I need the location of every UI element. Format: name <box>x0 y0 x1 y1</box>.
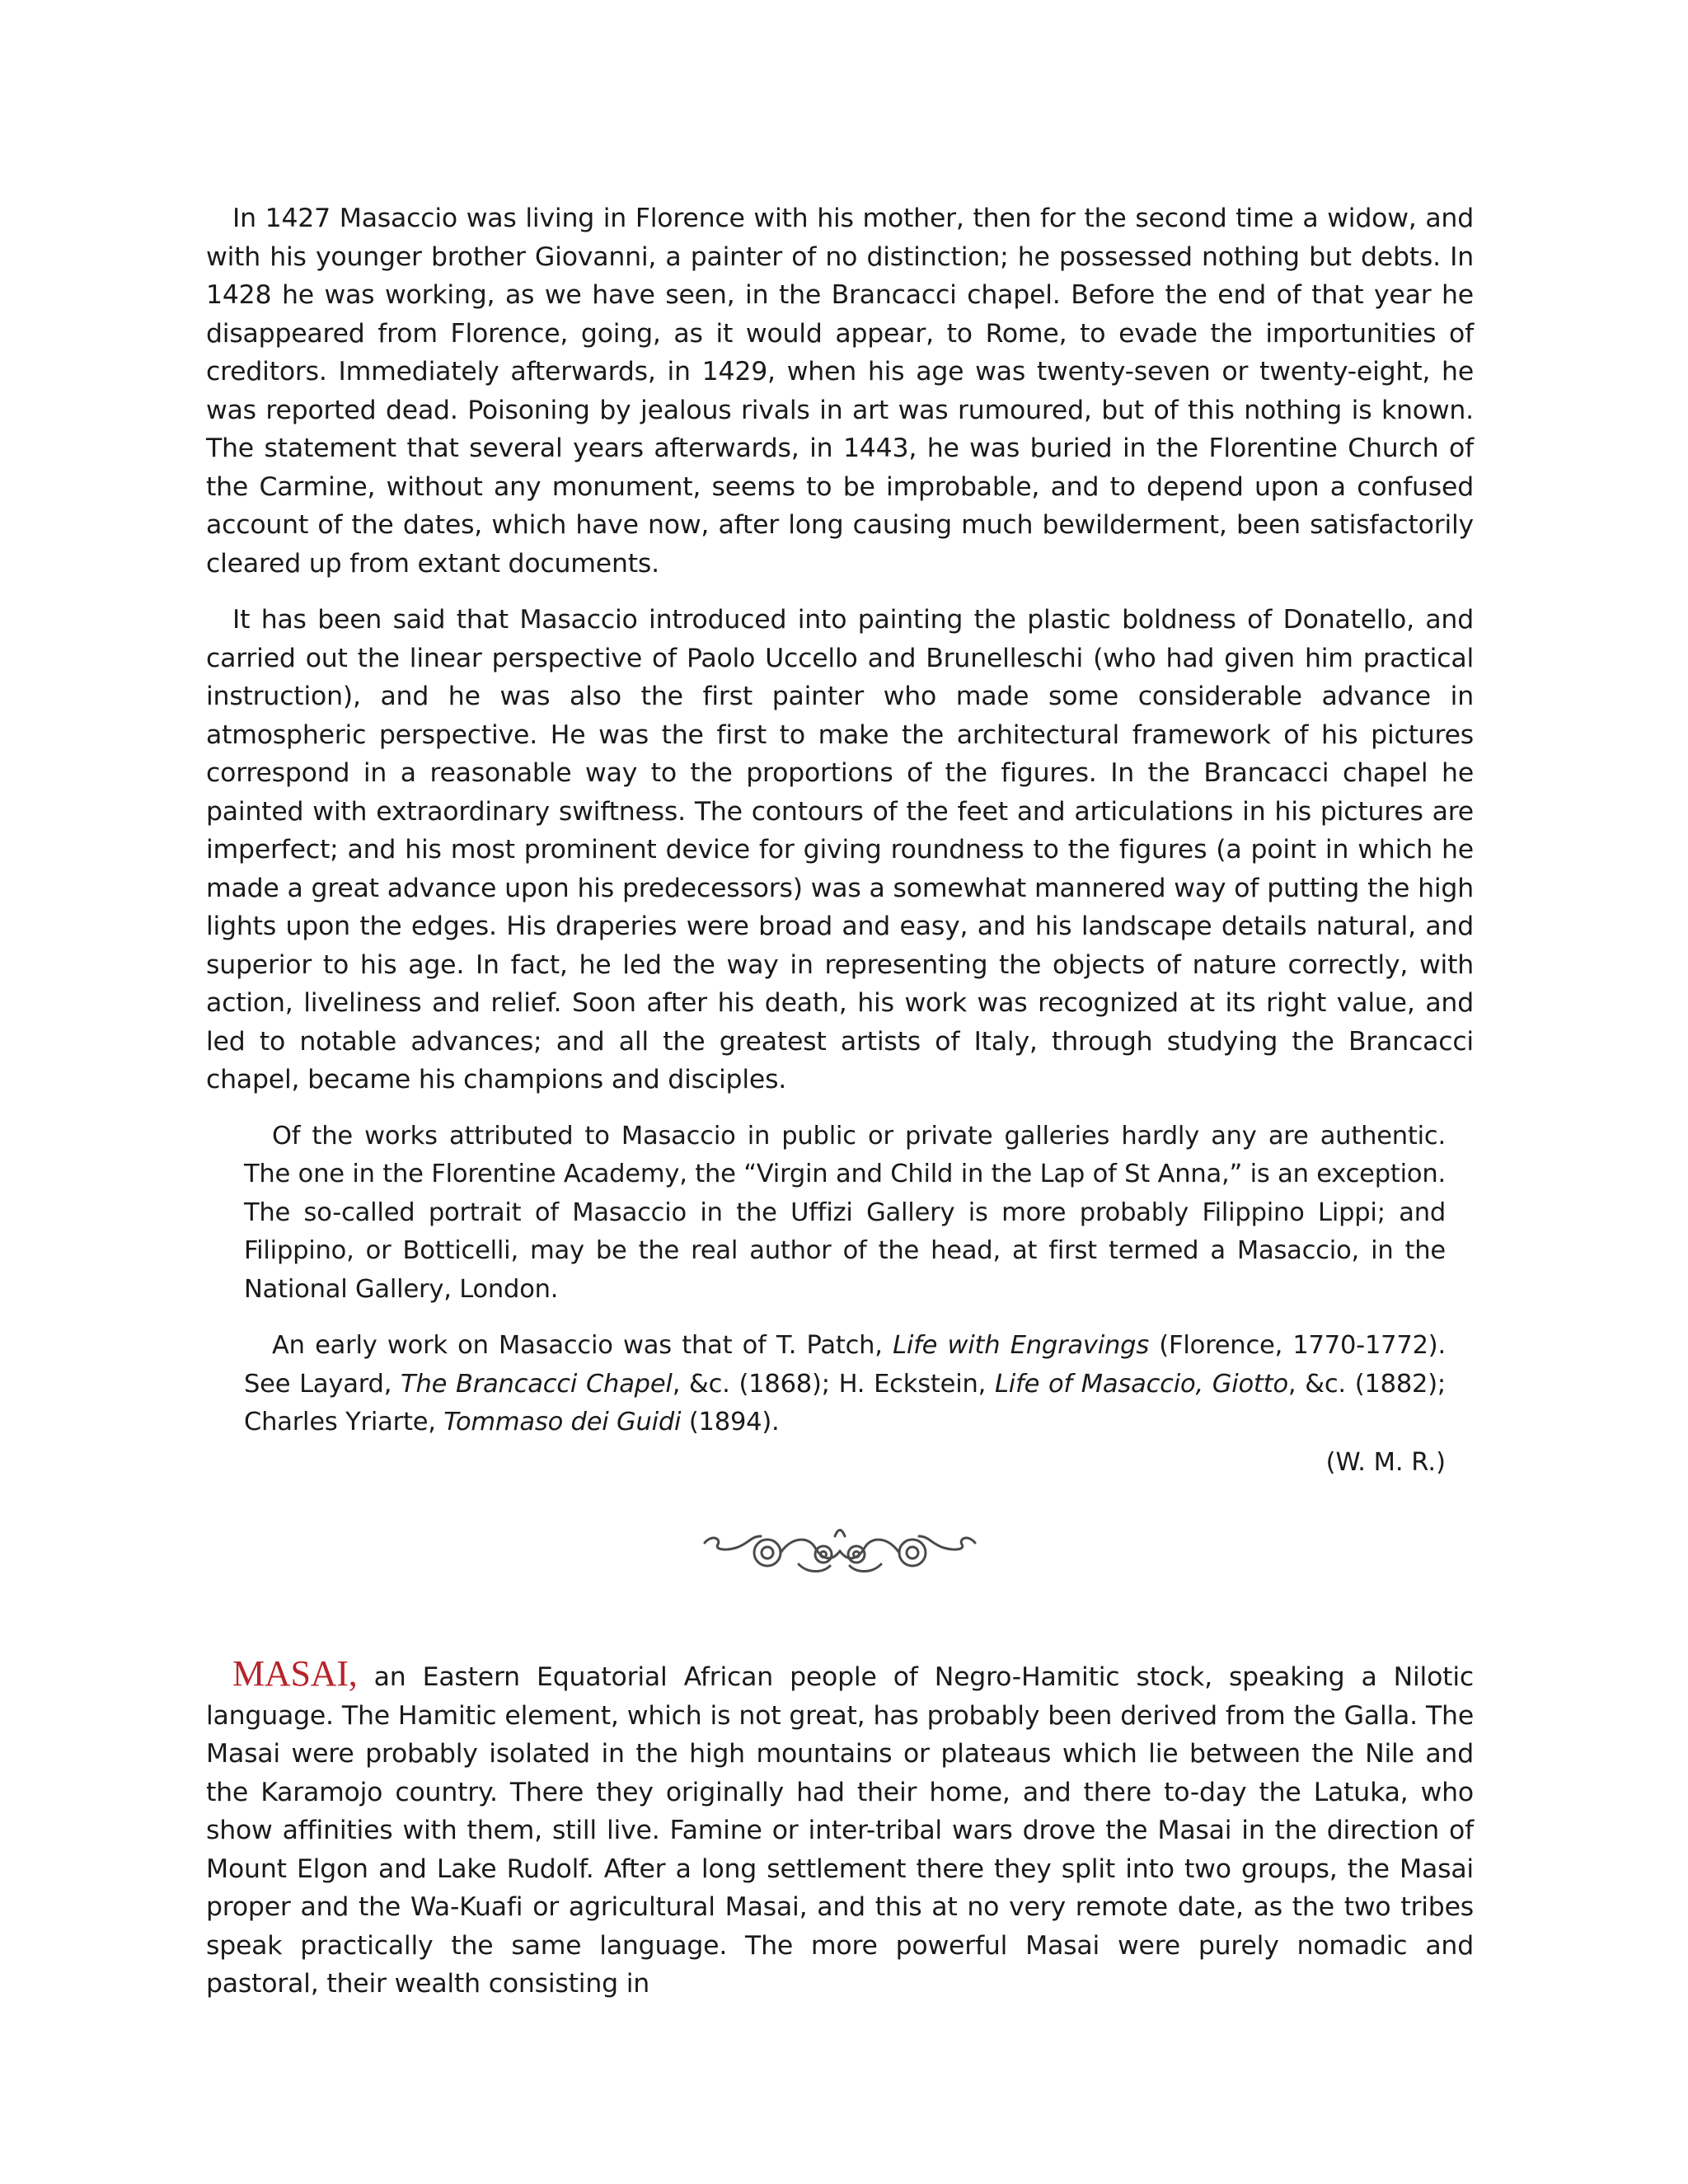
masai-body-text: an Eastern Equatorial African people of Negro-Hamitic stock, speaking a Nilotic language. The Hamitic element, which is not great, has probably been derived from the Galla. The Masai were probably isolated in the high mountains or plateaus which lie between the Nile and the Karamojo country. There they originally had their home, and there to-day the Latuka, who show affinities with them, still live. Famine or inter-tribal wars drove the Masai in the direction of Mount Elgon and Lake Rudolf. After a long settlement there they split into two groups, the Masai proper and the Wa-Kuafi or agricultural Masai, and this at no very remote date, as the two tribes speak practically the same language. The more powerful Masai were purely nomadic and pastoral, their wealth consisting in <box>206 1662 1474 1999</box>
bibliography-title: Life of Masaccio, Giotto <box>994 1369 1288 1399</box>
bibliography-text: (1894). <box>681 1408 780 1436</box>
article-masaccio-section <box>206 199 1474 1581</box>
article-masai-section <box>206 1655 1474 2022</box>
author-signature: (W. M. R.) <box>1325 1447 1446 1477</box>
paragraph-masai <box>206 1655 1474 2004</box>
paragraph-bibliography <box>244 1327 1446 1442</box>
headword-masai: MASAI, <box>232 1653 358 1694</box>
bibliography-text: (Florence, 1770-1772). See Layard, <box>244 1331 1446 1399</box>
paragraph-style: It has been said that Masaccio introduced into painting the plastic boldness of Donatello, and carried out the linear perspective of Paolo Uccello and Brunelleschi (who had given him practical instruction), and he was also the first painter who made some considerable advance in atmospheric perspective. He was the first to make the architectural framework of his pictures correspond in a reasonable way to the proportions of the figures. In the Brancacci chapel he painted with extraordinary swiftness. The contours of the feet and articulations in his pictures are imperfect; and his most prominent device for giving roundness to the figures (a point in which he made a great advance upon his predecessors) was a somewhat mannered way of putting the high lights upon the edges. His draperies were broad and easy, and his landscape details natural, and superior to his age. In fact, he led the way in representing the objects of nature correctly, with action, liveliness and relief. Soon after his death, his work was recognized at its right value, and led to notable advances; and all the greatest artists of Italy, through studying the Brancacci chapel, became his champions and disciples. <box>206 605 1474 1094</box>
bibliography-title: Life with Engravings <box>893 1331 1150 1360</box>
paragraph-attributed-works: Of the works attributed to Masaccio in public or private galleries hardly any are authentic. The one in the Florentine Academy, the “Virgin and Child in the Lap of St Anna,” is an exception. The so-called portrait of Masaccio in the Uffizi Gallery is more probably Filippino Lippi; and Filippino, or Botticelli, may be the real author of the head, at first termed a Masaccio, in the National Gallery, London. <box>244 1121 1446 1304</box>
bibliography-title: Tommaso dei Guidi <box>443 1408 682 1436</box>
bibliography-text: , &c. (1868); H. Eckstein, <box>672 1369 995 1399</box>
bibliography-text: An early work on Masaccio was that of T. Patch, <box>272 1331 893 1360</box>
bibliography-title: The Brancacci Chapel <box>401 1369 673 1399</box>
paragraph-life: In 1427 Masaccio was living in Florence with his mother, then for the second time a widow, and with his younger brother Giovanni, a painter of no distinction; he possessed nothing but debts. In 1428 he was working, as we have seen, in the Brancacci chapel. Before the end of that year he disappeared from Florence, going, as it would appear, to Rome, to evade the importunities of creditors. Immediately afterwards, in 1429, when his age was twenty-seven or twenty-eight, he was reported dead. Poisoning by jealous rivals in art was rumoured, but of this nothing is known. The statement that several years afterwards, in 1443, he was buried in the Florentine Church of the Carmine, without any monument, seems to be improbable, and to depend upon a confused account of the dates, which have now, after long causing much bewilderment, been satisfactorily cleared up from extant documents. <box>206 204 1474 579</box>
flourish-ornament-icon <box>700 1518 980 1581</box>
bibliography-text: , &c. (1882); Charles Yriarte, <box>244 1369 1447 1436</box>
small-print-notes <box>244 1118 1446 1482</box>
